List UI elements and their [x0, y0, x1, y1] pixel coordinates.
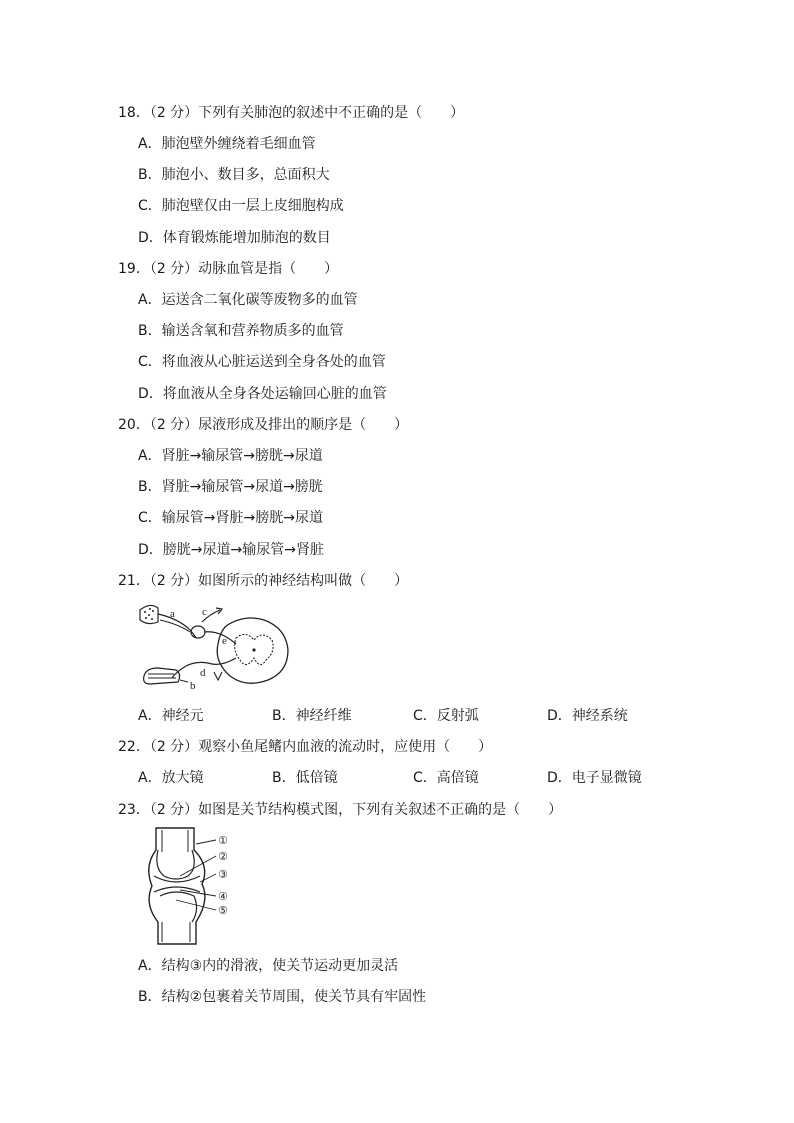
q18-option-c: C．肺泡壁仅由一层上皮细胞构成 [138, 198, 344, 214]
effector-b [144, 668, 188, 684]
question-22-stem: 22．（2 分）观察小鱼尾鳍内血液的流动时，应使用（ ） [118, 739, 493, 755]
q19-option-a: A．运送含二氧化碳等废物多的血管 [138, 292, 358, 308]
receptor-a [140, 605, 158, 623]
label-5: ⑤ [218, 904, 228, 917]
q23-option-b: B．结构②包裹着关节周围，使关节具有牢固性 [138, 989, 427, 1005]
question-20-stem: 20．（2 分）尿液形成及排出的顺序是（ ） [118, 417, 409, 433]
q18-option-d: D．体育锻炼能增加肺泡的数目 [138, 230, 331, 246]
question-19-stem: 19．（2 分）动脉血管是指（ ） [118, 261, 339, 277]
label-1: ① [218, 834, 228, 847]
label-3: ③ [218, 868, 228, 881]
question-23-stem: 23．（2 分）如图是关节结构模式图，下列有关叙述不正确的是（ ） [118, 802, 563, 818]
q18-option-a: A．肺泡壁外缠绕着毛细血管 [138, 136, 316, 152]
question-21-stem: 21．（2 分）如图所示的神经结构叫做（ ） [118, 573, 409, 589]
joint-structure-figure [140, 826, 240, 948]
label-b: b [190, 680, 196, 692]
reflex-arc-figure [136, 600, 296, 692]
label-d: d [200, 667, 206, 679]
q21-option-b: B．神经纤维 [272, 708, 352, 724]
q20-option-b: B．肾脏→输尿管→尿道→膀胱 [138, 479, 323, 495]
question-18-stem: 18．（2 分）下列有关肺泡的叙述中不正确的是（ ） [118, 105, 465, 121]
q21-option-a: A．神经元 [138, 708, 204, 724]
q22-option-a: A．放大镜 [138, 770, 204, 786]
q22-option-c: C．高倍镜 [413, 770, 479, 786]
q19-option-d: D．将血液从全身各处运输回心脏的血管 [138, 386, 387, 402]
q20-option-a: A．肾脏→输尿管→膀胱→尿道 [138, 448, 323, 464]
label-4: ④ [218, 890, 228, 903]
q21-option-c: C．反射弧 [413, 708, 479, 724]
spinal-cord [217, 618, 288, 683]
label-c: c [202, 606, 207, 618]
q23-option-a: A．结构③内的滑液，使关节运动更加灵活 [138, 958, 399, 974]
q20-option-c: C．输尿管→肾脏→膀胱→尿道 [138, 510, 323, 526]
q19-option-c: C．将血液从心脏运送到全身各处的血管 [138, 354, 386, 370]
q19-option-b: B．输送含氧和营养物质多的血管 [138, 323, 344, 339]
q18-option-b: B．肺泡小、数目多，总面积大 [138, 167, 330, 183]
label-a: a [170, 608, 175, 620]
q22-option-b: B．低倍镜 [272, 770, 338, 786]
label-e: e [222, 635, 227, 647]
q21-option-d: D．神经系统 [547, 708, 628, 724]
q20-option-d: D．膀胱→尿道→输尿管→肾脏 [138, 542, 324, 558]
q22-option-d: D．电子显微镜 [547, 770, 642, 786]
label-2: ② [218, 850, 228, 863]
